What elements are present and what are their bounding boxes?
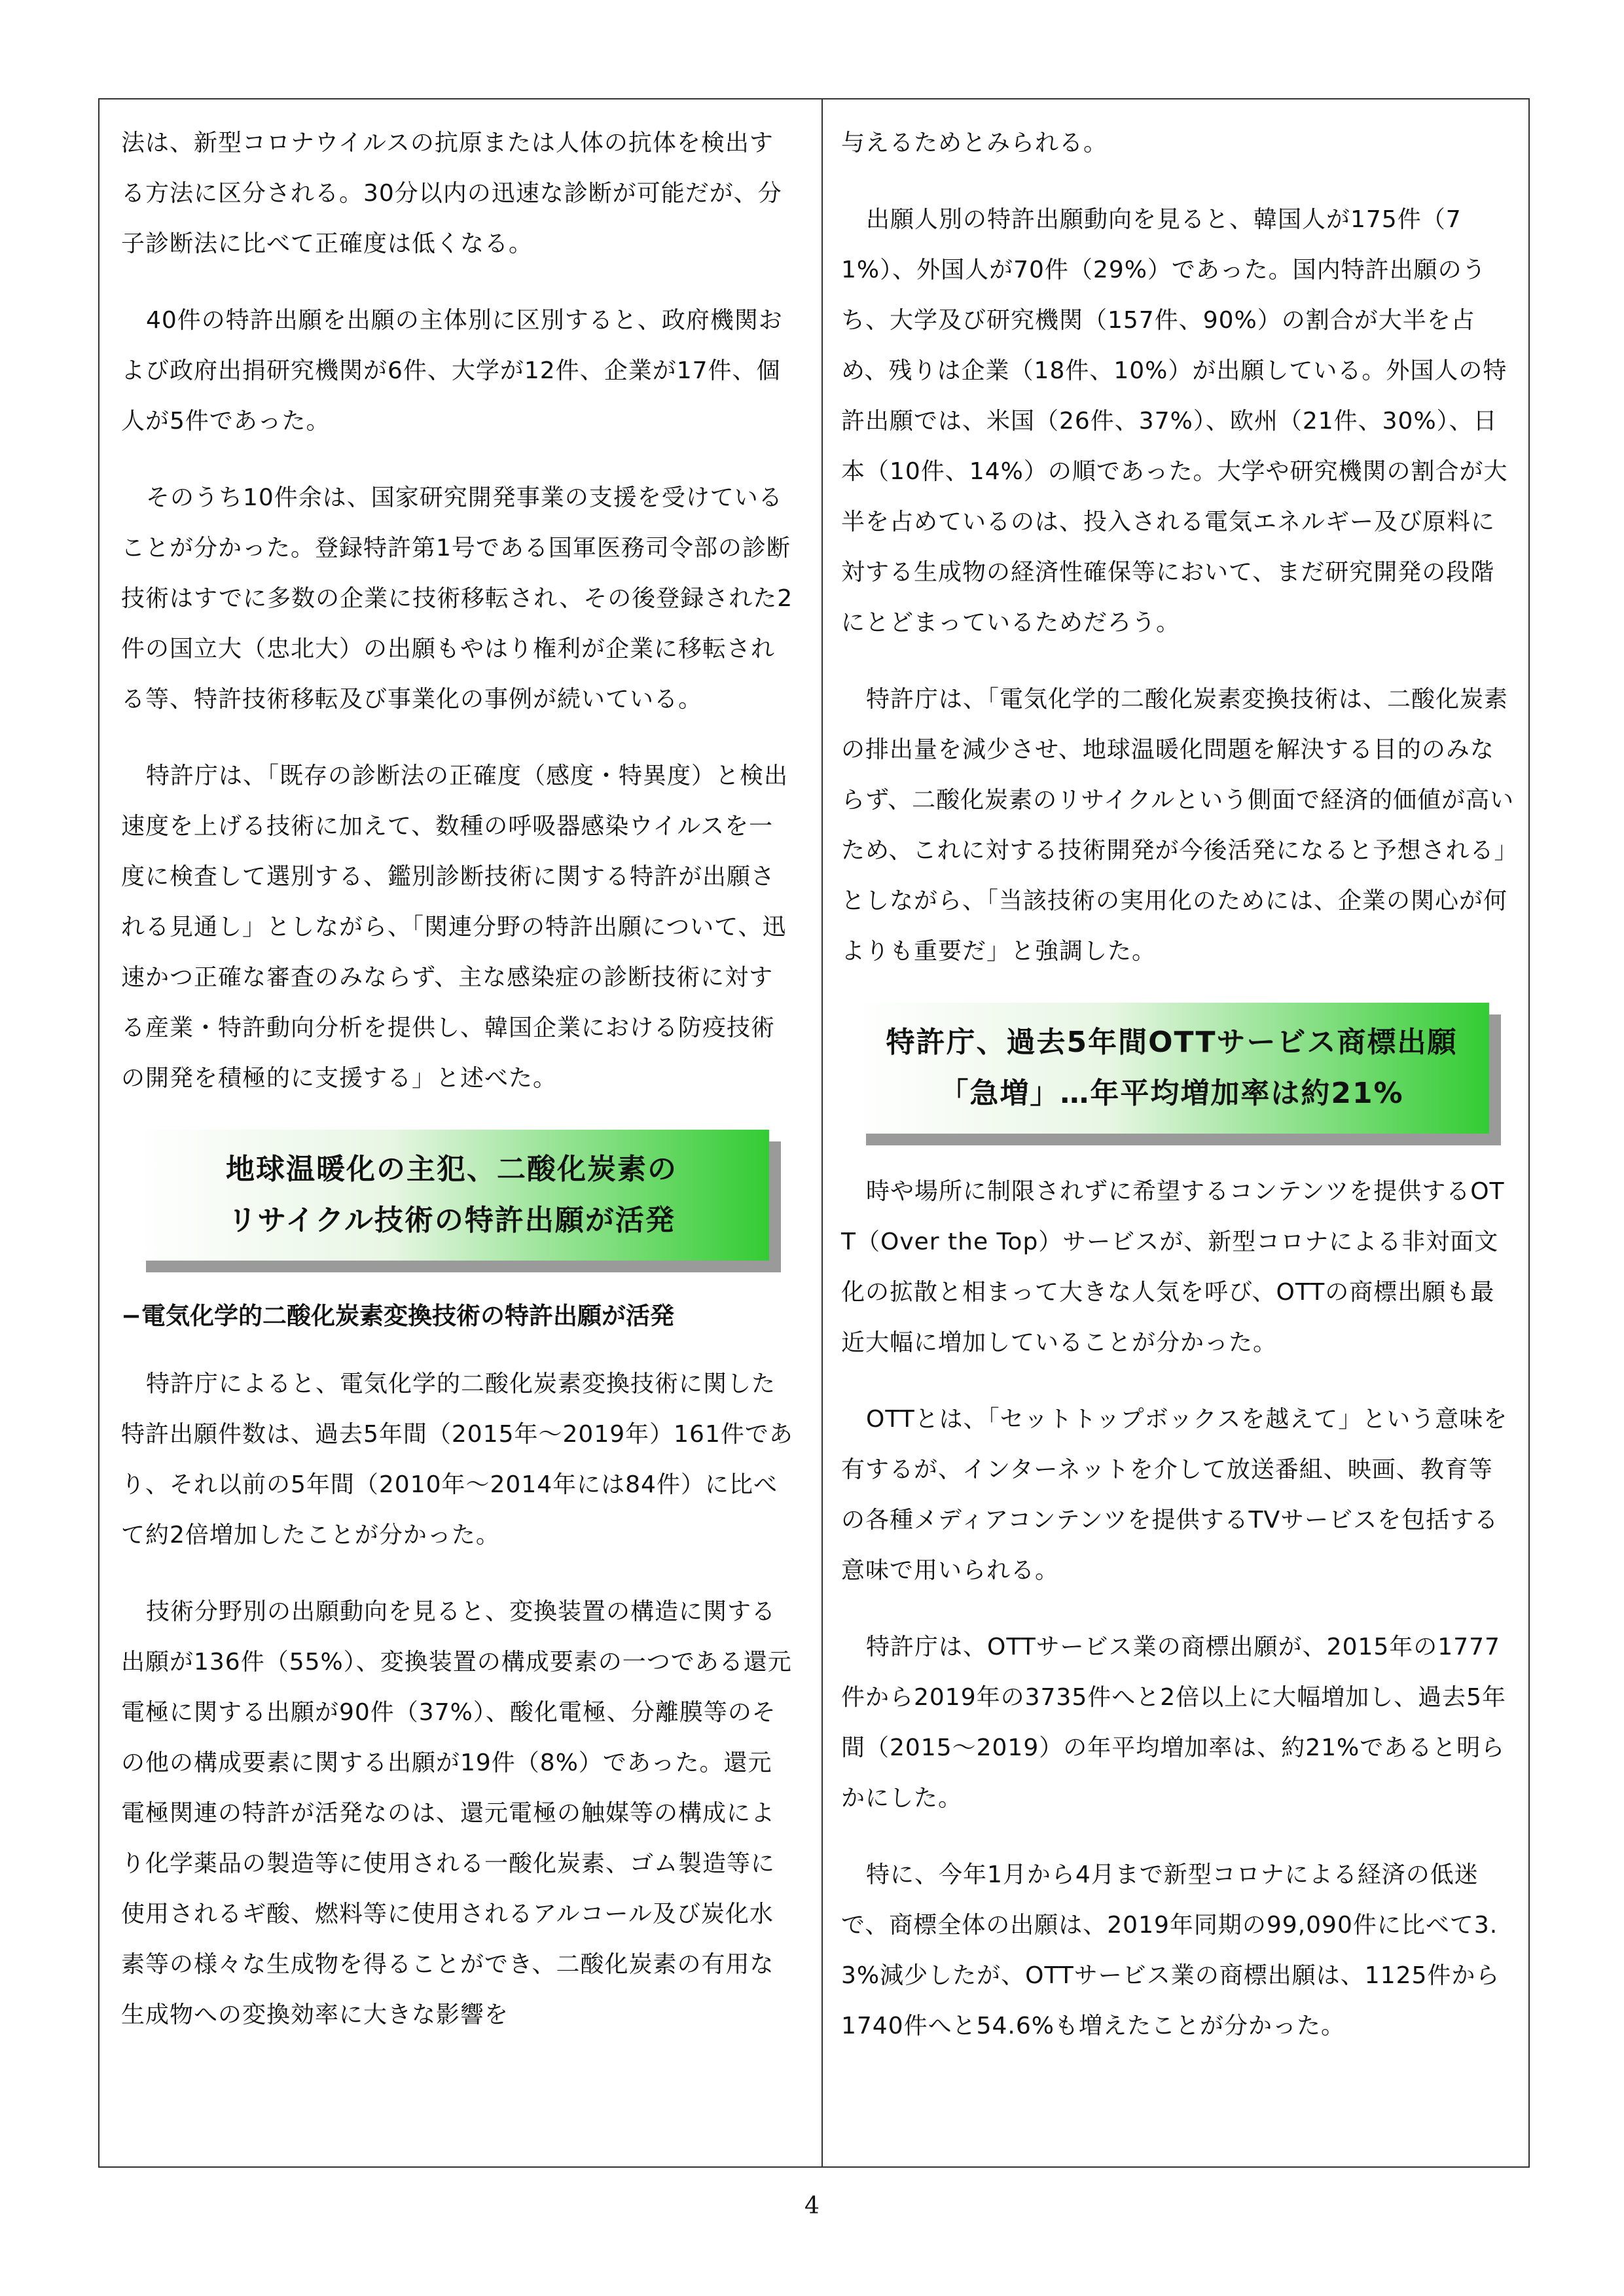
page-number: 4 <box>804 2193 820 2219</box>
right-paragraph-1: 与えるためとみられる。 <box>841 130 1108 156</box>
left-column <box>121 118 795 2066</box>
right-paragraph-7: 特に、今年1月から4月まで新型コロナによる経済の低迷で、商標全体の出願は、2019年同期の99,090件に比べて3.3%減少したが、OTTサービス業の商標出願は、1125件から1740件へと54.6%も増えたことが分かった。 <box>841 1861 1500 2039</box>
column-divider <box>821 99 823 2166</box>
right-paragraph-5: OTTとは、「セットトップボックスを越えて」という意味を有するが、インターネットを介して放送番組、映画、教育等の各種メディアコンテンツを提供するTVサービスを包括する意味で用いられる。 <box>841 1406 1508 1584</box>
section-heading-ott <box>854 1003 1489 1134</box>
section-heading-co2-line-2: リサイクル技術の特許出願が活発 <box>228 1204 676 1237</box>
right-paragraph-3: 特許庁は、「電気化学的二酸化炭素変換技術は、二酸化炭素の排出量を減少させ、地球温暖化問題を解決する目的のみならず、二酸化炭素のリサイクルという側面で経済的価値が高いため、これに対する技術開発が今後活発になると予想される」としながら、「当該技術の実用化のためには、企業の関心が何よりも重要だ」と強調した。 <box>841 686 1515 965</box>
left-paragraph-6: 技術分野別の出願動向を見ると、変換装置の構造に関する出願が136件（55%）、変換装置の構成要素の一つである還元電極に関する出願が90件（37%）、酸化電極、分離膜等のその他の構成要素に関する出願が19件（8%）であった。還元電極関連の特許が活発なのは、還元電極の触媒等の構成により化学薬品の製造等に使用される一酸化炭素、ゴム製造等に使用されるギ酸、燃料等に使用されるアルコール及び炭化水素等の様々な生成物を得ることができ、二酸化炭素の有用な生成物への変換効率に大きな影響を <box>121 1598 792 2028</box>
right-paragraph-4: 時や場所に制限されずに希望するコンテンツを提供するOTT（Over the Top）サービスが、新型コロナによる非対面文化の拡散と相まって大きな人気を呼び、OTTの商標出願も最近大幅に増加していることが分かった。 <box>841 1178 1505 1356</box>
right-column <box>841 118 1515 2077</box>
section-heading-ott-line-2: 「急増」…年平均増加率は約21% <box>939 1077 1404 1110</box>
left-paragraph-5: 特許庁によると、電気化学的二酸化炭素変換技術に関した特許出願件数は、過去5年間（2015年～2019年）161件であり、それ以前の5年間（2010年～2014年には84件）に比べて約2倍増加したことが分かった。 <box>121 1371 793 1549</box>
section-heading-co2-line-1: 地球温暖化の主犯、二酸化炭素の <box>226 1153 677 1186</box>
left-paragraph-3: そのうち10件余は、国家研究開発事業の支援を受けていることが分かった。登録特許第1号である国軍医務司令部の診断技術はすでに多数の企業に技術移転され、その後登録された2件の国立大（忠北大）の出願もやはり権利が企業に移転される等、特許技術移転及び事業化の事例が続いている。 <box>121 484 793 713</box>
section-heading-ott-line-1: 特許庁、過去5年間OTTサービス商標出願 <box>886 1026 1458 1059</box>
section-heading-co2 <box>134 1130 769 1261</box>
subheading-electrochemical: −電気化学的二酸化炭素変換技術の特許出願が活発 <box>121 1302 675 1330</box>
left-paragraph-4: 特許庁は、「既存の診断法の正確度（感度・特異度）と検出速度を上げる技術に加えて、数種の呼吸器感染ウイルスを一度に検査して選別する、鑑別診断技術に関する特許が出願される見通し」としながら、「関連分野の特許出願について、迅速かつ正確な審査のみならず、主な感染症の診断技術に対する産業・特許動向分析を提供し、韓国企業における防疫技術の開発を積極的に支援する」と述べた。 <box>121 762 789 1092</box>
right-paragraph-6: 特許庁は、OTTサービス業の商標出願が、2015年の1777件から2019年の3735件へと2倍以上に大幅増加し、過去5年間（2015～2019）の年平均増加率は、約21%であると明らかにした。 <box>841 1634 1507 1812</box>
left-paragraph-1: 法は、新型コロナウイルスの抗原または人体の抗体を検出する方法に区分される。30分以内の迅速な診断が可能だが、分子診断法に比べて正確度は低くなる。 <box>121 130 782 257</box>
left-paragraph-2: 40件の特許出願を出願の主体別に区別すると、政府機関および政府出捐研究機関が6件、大学が12件、企業が17件、個人が5件であった。 <box>121 307 783 435</box>
right-paragraph-2: 出願人別の特許出願動向を見ると、韓国人が175件（71%）、外国人が70件（29%）であった。国内特許出願のうち、大学及び研究機関（157件、90%）の割合が大半を占め、残りは企業（18件、10%）が出願している。外国人の特許出願では、米国（26件、37%）、欧州（21件、30%）、日本（10件、14%）の順であった。大学や研究機関の割合が大半を占めているのは、投入される電気エネルギー及び原料に対する生成物の経済性確保等において、まだ研究開発の段階にとどまっているためだろう。 <box>841 206 1508 636</box>
